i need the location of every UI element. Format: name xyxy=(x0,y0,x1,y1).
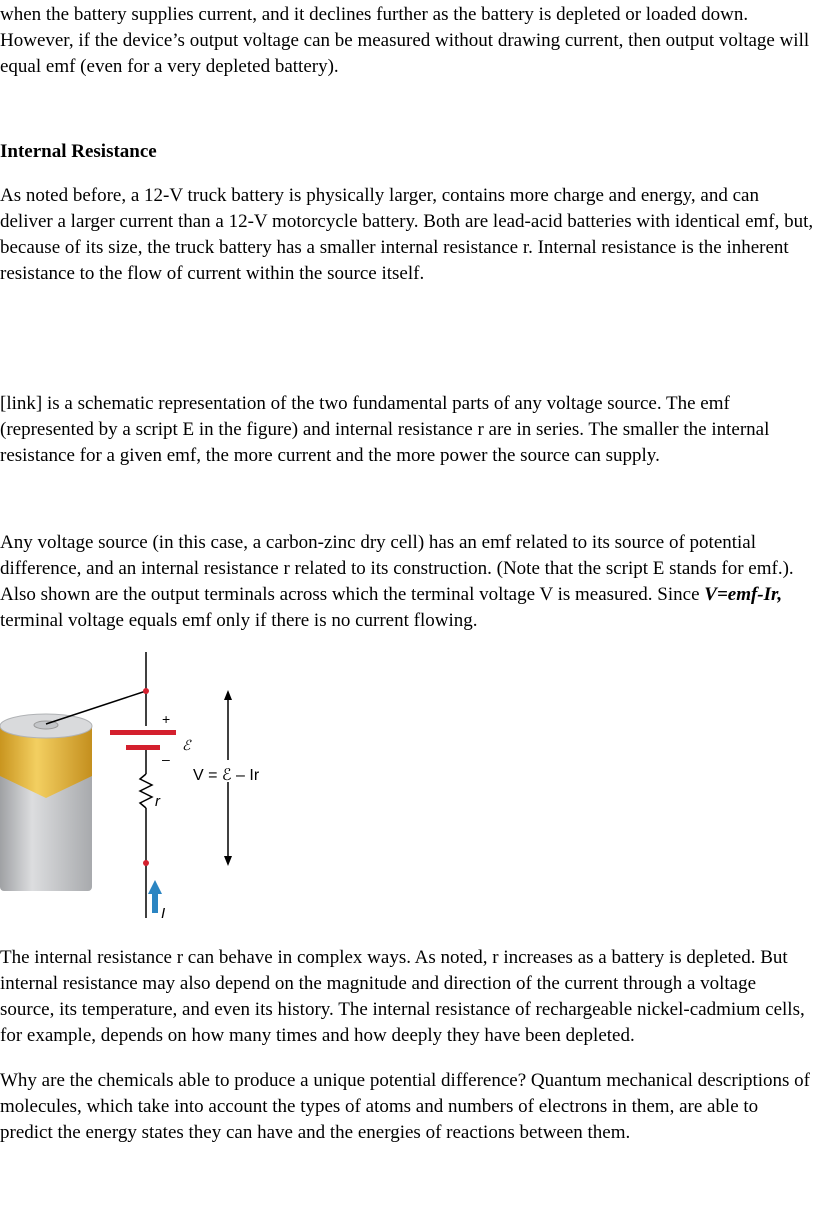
emf-long-plate xyxy=(110,730,176,735)
current-arrow xyxy=(148,880,162,913)
paragraph-schematic-description: [link] is a schematic representation of the two fundamental parts of any voltage source. The emf (represented by a script E in the figure) and internal resistance r are in series. The smaller the internal resistance for a given emf, the more current and the more power the source can supply. xyxy=(0,393,770,466)
caption-tail: terminal voltage equals emf only if there is no current flowing. xyxy=(0,610,478,631)
voltage-arrow-bottom xyxy=(224,856,232,866)
figure-caption xyxy=(0,530,814,634)
paragraph-internal-resistance: As noted before, a 12-V truck battery is physically larger, contains more charge and energy, and can deliver a larger current than a 12-V motorcycle battery. Both are lead-acid batteries with identical emf, but, because of its size, the truck battery has a smaller internal resistance r. Internal resistance is the inherent resistance to the flow of current within the source itself. xyxy=(0,185,814,284)
emf-label: ℰ xyxy=(182,738,191,754)
terminal-voltage-equation: V = ℰ – Ir xyxy=(193,767,260,784)
voltage-source-figure xyxy=(0,648,290,930)
paragraph-quantum-mechanics: Why are the chemicals able to produce a unique potential difference? Quantum mechanical descriptions of molecules, which take into account the types of atoms and numbers of electrons in them, are able to predict the energy states they can have and the energies of reactions between them. xyxy=(0,1070,810,1143)
caption-text: Any voltage source (in this case, a carbon-zinc dry cell) has an emf related to its source of potential difference, and an internal resistance r related to its construction. (Note that the script E stands for emf.). Also shown are the output terminals across which the terminal voltage V is measured. Since xyxy=(0,532,794,605)
battery-illustration xyxy=(0,691,146,891)
paragraph-complex-behavior: The internal resistance r can behave in complex ways. As noted, r increases as a battery is depleted. But internal resistance may also depend on the magnitude and direction of the current through a voltage source, its temperature, and even its history. The internal resistance of rechargeable nickel-cadmium cells, for example, depends on how many times and how deeply they have been depleted. xyxy=(0,947,805,1046)
current-arrow-shaft xyxy=(152,893,158,913)
terminal-lead xyxy=(46,691,146,724)
resistance-label: r xyxy=(155,793,160,810)
top-terminal-dot xyxy=(143,688,149,694)
voltage-arrow-top xyxy=(224,690,232,700)
current-arrow-head xyxy=(148,880,162,894)
section-heading-internal-resistance: Internal Resistance xyxy=(0,141,157,162)
current-label: I xyxy=(161,905,166,922)
battery-terminal xyxy=(34,721,58,729)
plus-sign: + xyxy=(162,711,171,727)
emf-short-plate xyxy=(126,745,160,750)
terminal-voltage-formula: V=emf-Ir, xyxy=(704,584,783,605)
internal-resistor xyxy=(140,774,152,808)
voltage-source-diagram xyxy=(0,648,290,930)
minus-sign: – xyxy=(162,751,170,767)
paragraph-intro: when the battery supplies current, and it declines further as the battery is depleted or loaded down. However, if the device’s output voltage can be measured without drawing current, then output voltage will equal emf (even for a very depleted battery). xyxy=(0,4,810,77)
bottom-terminal-dot xyxy=(143,860,149,866)
